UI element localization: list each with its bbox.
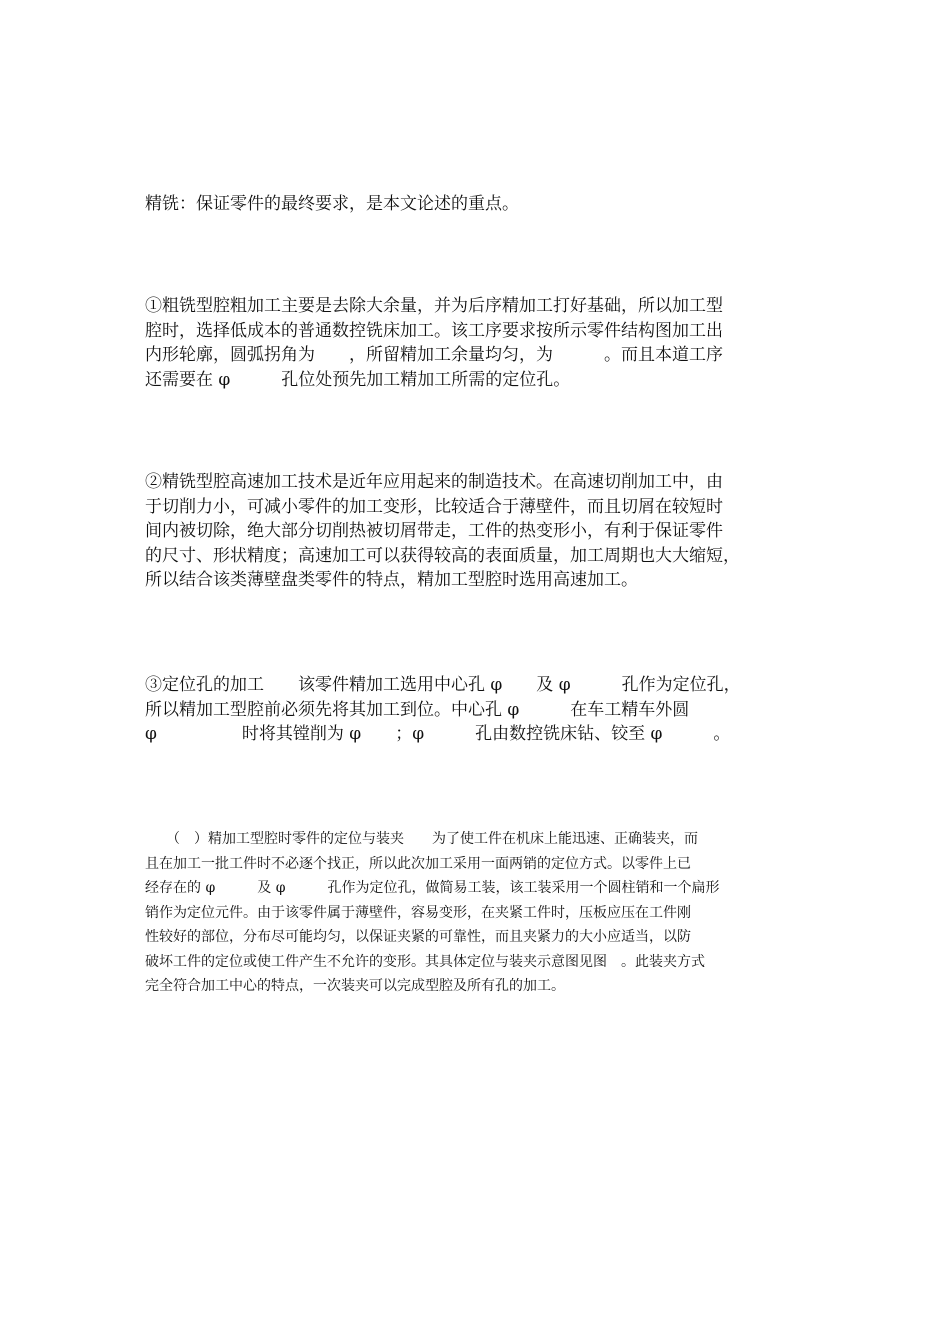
- intro-paragraph: [145, 192, 805, 217]
- paragraph-line: 腔时，选择低成本的普通数控铣床加工。该工序要求按所示零件结构图加工出: [145, 320, 723, 341]
- paragraph-line: φ 时将其镗削为 φ ；φ 孔由数控铣床钻、铰至 φ 。: [145, 724, 731, 744]
- paragraph-line: 间内被切除，绝大部分切削热被切屑带走，工件的热变形小，有利于保证零件: [145, 521, 723, 541]
- paragraph-line: ②精铣型腔高速加工技术是近年应用起来的制造技术。在高速切削加工中，由: [145, 472, 723, 492]
- paragraph-line: （ ）精加工型腔时零件的定位与装夹 为了使工件在机床上能迅速、正确装夹，而: [145, 831, 698, 847]
- rough-milling-paragraph: [145, 294, 805, 392]
- paragraph-line: 销作为定位元件。由于该零件属于薄壁件，容易变形，在夹紧工件时，压板应压在工件刚: [145, 904, 691, 921]
- paragraph-line: ①粗铣型腔粗加工主要是去除大余量，并为后序精加工打好基础，所以加工型: [145, 296, 723, 316]
- paragraph-line: 所以精加工型腔前必须先将其加工到位。中心孔 φ 在车工精车外圆: [145, 699, 690, 720]
- locating-hole-paragraph: [145, 673, 805, 747]
- finish-milling-paragraph: [145, 470, 805, 593]
- paragraph-line: 性较好的部位，分布尽可能均匀，以保证夹紧的可靠性，而且夹紧力的大小应适当，以防: [145, 929, 691, 945]
- paragraph-line: 完全符合加工中心的特点，一次装夹可以完成型腔及所有孔的加工。: [145, 978, 565, 994]
- fixturing-paragraph: [145, 827, 805, 999]
- paragraph-line: 于切削力小，可减小零件的加工变形，比较适合于薄壁件，而且切屑在较短时: [145, 496, 723, 517]
- paragraph-line: 内形轮廓，圆弧拐角为 ，所留精加工余量均匀，为 。而且本道工序: [145, 345, 723, 365]
- paragraph-line: 还需要在 φ 孔位处预先加工精加工所需的定位孔。: [145, 369, 571, 390]
- paragraph-line: 的尺寸、形状精度；高速加工可以获得较高的表面质量，加工周期也大大缩短，: [145, 545, 740, 566]
- paragraph-line: 且在加工一批工件时不必逐个找正，所以此次加工采用一面两销的定位方式。以零件上已: [145, 855, 691, 872]
- paragraph-line: 经存在的 φ 及 φ 孔作为定位孔，做简易工装，该工装采用一个圆柱销和一个扁形: [145, 880, 720, 896]
- paragraph-line: 所以结合该类薄壁盘类零件的特点，精加工型腔时选用高速加工。: [145, 570, 638, 590]
- paragraph-line: 破坏工件的定位或使工件产生不允许的变形。其具体定位与装夹示意图见图 。此装夹方式: [145, 953, 705, 970]
- intro-line: 精铣：保证零件的最终要求，是本文论述的重点。: [145, 194, 519, 214]
- paragraph-line: ③定位孔的加工 该零件精加工选用中心孔 φ 及 φ 孔作为定位孔，: [145, 675, 741, 695]
